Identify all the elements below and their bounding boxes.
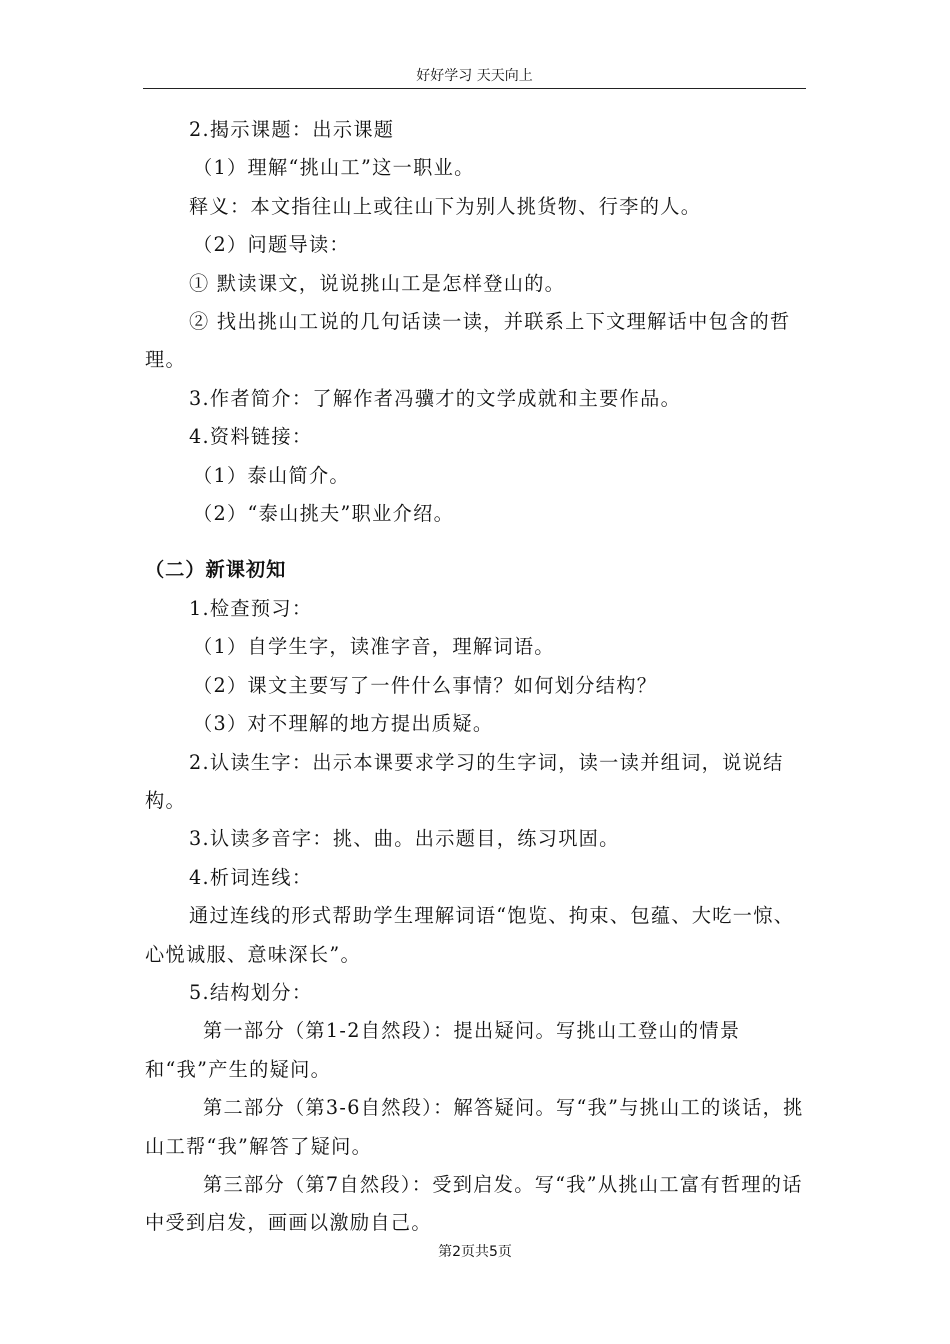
- paragraph: 3.作者简介：了解作者冯骥才的文学成就和主要作品。: [189, 386, 682, 410]
- paragraph: （1）自学生字，读准字音，理解词语。: [193, 635, 555, 659]
- paragraph: 第二部分（第3-6自然段）：解答疑问。写“我”与挑山工的谈话，挑山工帮“我”解答了疑问。: [145, 1096, 804, 1158]
- paragraph: （1）理解“挑山工”这一职业。: [193, 156, 475, 180]
- paragraph: 2.揭示课题：出示课题: [189, 118, 395, 141]
- paragraph: ① 默读课文，说说挑山工是怎样登山的。: [189, 271, 566, 295]
- paragraph: ② 找出挑山工说的几句话读一读，并联系上下文理解话中包含的哲理。: [145, 310, 791, 372]
- document-body: [145, 111, 807, 1243]
- paragraph: （2）问题导读：: [193, 233, 350, 257]
- paragraph: 通过连线的形式帮助学生理解词语“饱览、拘束、包蕴、大吃一惊、心悦诚服、意味深长”。: [145, 904, 795, 966]
- paragraph: 4.资料链接：: [189, 425, 313, 449]
- page-number: 第2页共5页: [438, 1244, 512, 1260]
- paragraph: 4.析词连线：: [189, 865, 313, 889]
- page-header: [143, 64, 806, 89]
- paragraph: （3）对不理解的地方提出质疑。: [193, 712, 494, 736]
- paragraph: （1）泰山简介。: [193, 463, 350, 487]
- paragraph: 释义：本文指往山上或往山下为别人挑货物、行李的人。: [189, 194, 702, 218]
- section-heading: （二）新课初知: [145, 558, 287, 582]
- header-title: 好好学习 天天向上: [416, 68, 533, 84]
- paragraph: 5.结构划分：: [189, 980, 313, 1004]
- paragraph: 第三部分（第7自然段）：受到启发。写“我”从挑山工富有哲理的话中受到启发，画画以激励自己。: [145, 1172, 803, 1235]
- paragraph: （2）“泰山挑夫”职业介绍。: [193, 502, 455, 526]
- paragraph: 第一部分（第1-2自然段）：提出疑问。写挑山工登山的情景和“我”产生的疑问。: [145, 1019, 741, 1081]
- paragraph: 2.认读生字：出示本课要求学习的生字词，读一读并组词，说说结构。: [145, 750, 784, 812]
- paragraph: 3.认读多音字：挑、曲。出示题目，练习巩固。: [189, 827, 620, 851]
- page-footer: [0, 1240, 950, 1264]
- paragraph: 1.检查预习：: [189, 596, 313, 620]
- paragraph: （2）课文主要写了一件什么事情？如何划分结构？: [193, 673, 658, 697]
